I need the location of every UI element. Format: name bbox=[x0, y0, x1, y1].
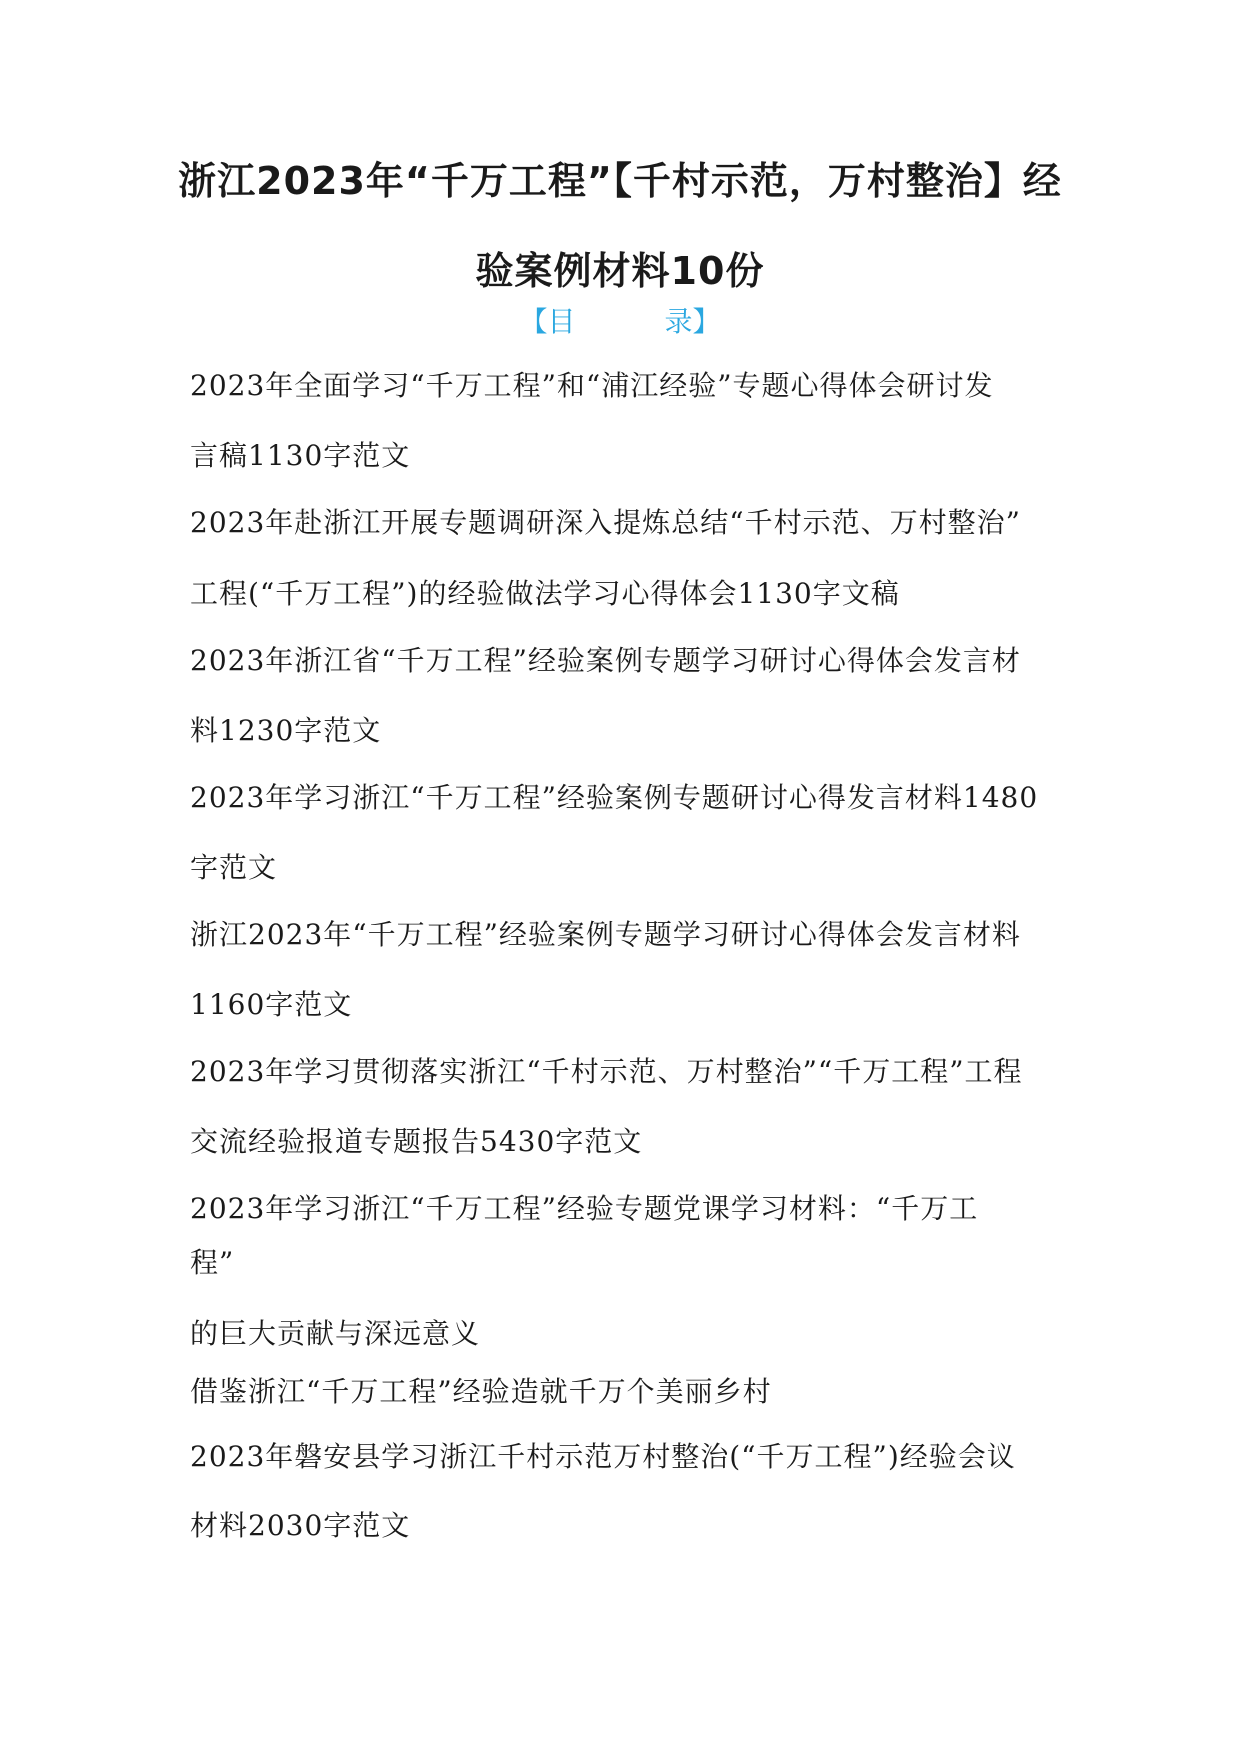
toc-line[interactable]: 材料2030字范文 bbox=[190, 1509, 411, 1542]
toc-line[interactable]: 2023年学习贯彻落实浙江“千村示范、万村整治”“千万工程”工程 bbox=[190, 1055, 1023, 1088]
toc-line[interactable]: 程” bbox=[190, 1246, 235, 1279]
document-title-line-1: 浙江2023年“千万工程”【千村示范，万村整治】经 bbox=[178, 159, 1062, 203]
toc-line[interactable]: 交流经验报道专题报告5430字范文 bbox=[190, 1125, 643, 1158]
toc-line[interactable]: 工程(“千万工程”)的经验做法学习心得体会1130字文稿 bbox=[190, 577, 900, 610]
toc-line[interactable]: 料1230字范文 bbox=[190, 714, 382, 747]
toc-line[interactable]: 2023年浙江省“千万工程”经验案例专题学习研讨心得体会发言材 bbox=[190, 644, 1021, 677]
toc-line[interactable]: 2023年学习浙江“千万工程”经验案例专题研讨心得发言材料1480 bbox=[190, 781, 1039, 814]
toc-heading: 【目 录】 bbox=[519, 305, 721, 338]
toc-line[interactable]: 2023年全面学习“千万工程”和“浦江经验”专题心得体会研讨发 bbox=[190, 369, 994, 402]
toc-line[interactable]: 言稿1130字范文 bbox=[190, 439, 411, 472]
document-title-line-2: 验案例材料10份 bbox=[475, 249, 765, 293]
toc-line[interactable]: 2023年学习浙江“千万工程”经验专题党课学习材料：“千万工 bbox=[190, 1192, 979, 1225]
toc-line[interactable]: 借鉴浙江“千万工程”经验造就千万个美丽乡村 bbox=[190, 1375, 772, 1408]
toc-line[interactable]: 2023年赴浙江开展专题调研深入提炼总结“千村示范、万村整治” bbox=[190, 506, 1021, 539]
toc-line[interactable]: 1160字范文 bbox=[190, 988, 353, 1021]
toc-line[interactable]: 浙江2023年“千万工程”经验案例专题学习研讨心得体会发言材料 bbox=[190, 918, 1021, 951]
toc-line[interactable]: 的巨大贡献与深远意义 bbox=[190, 1317, 481, 1350]
toc-line[interactable]: 2023年磐安县学习浙江千村示范万村整治(“千万工程”)经验会议 bbox=[190, 1440, 1016, 1473]
toc-line[interactable]: 字范文 bbox=[190, 851, 278, 884]
